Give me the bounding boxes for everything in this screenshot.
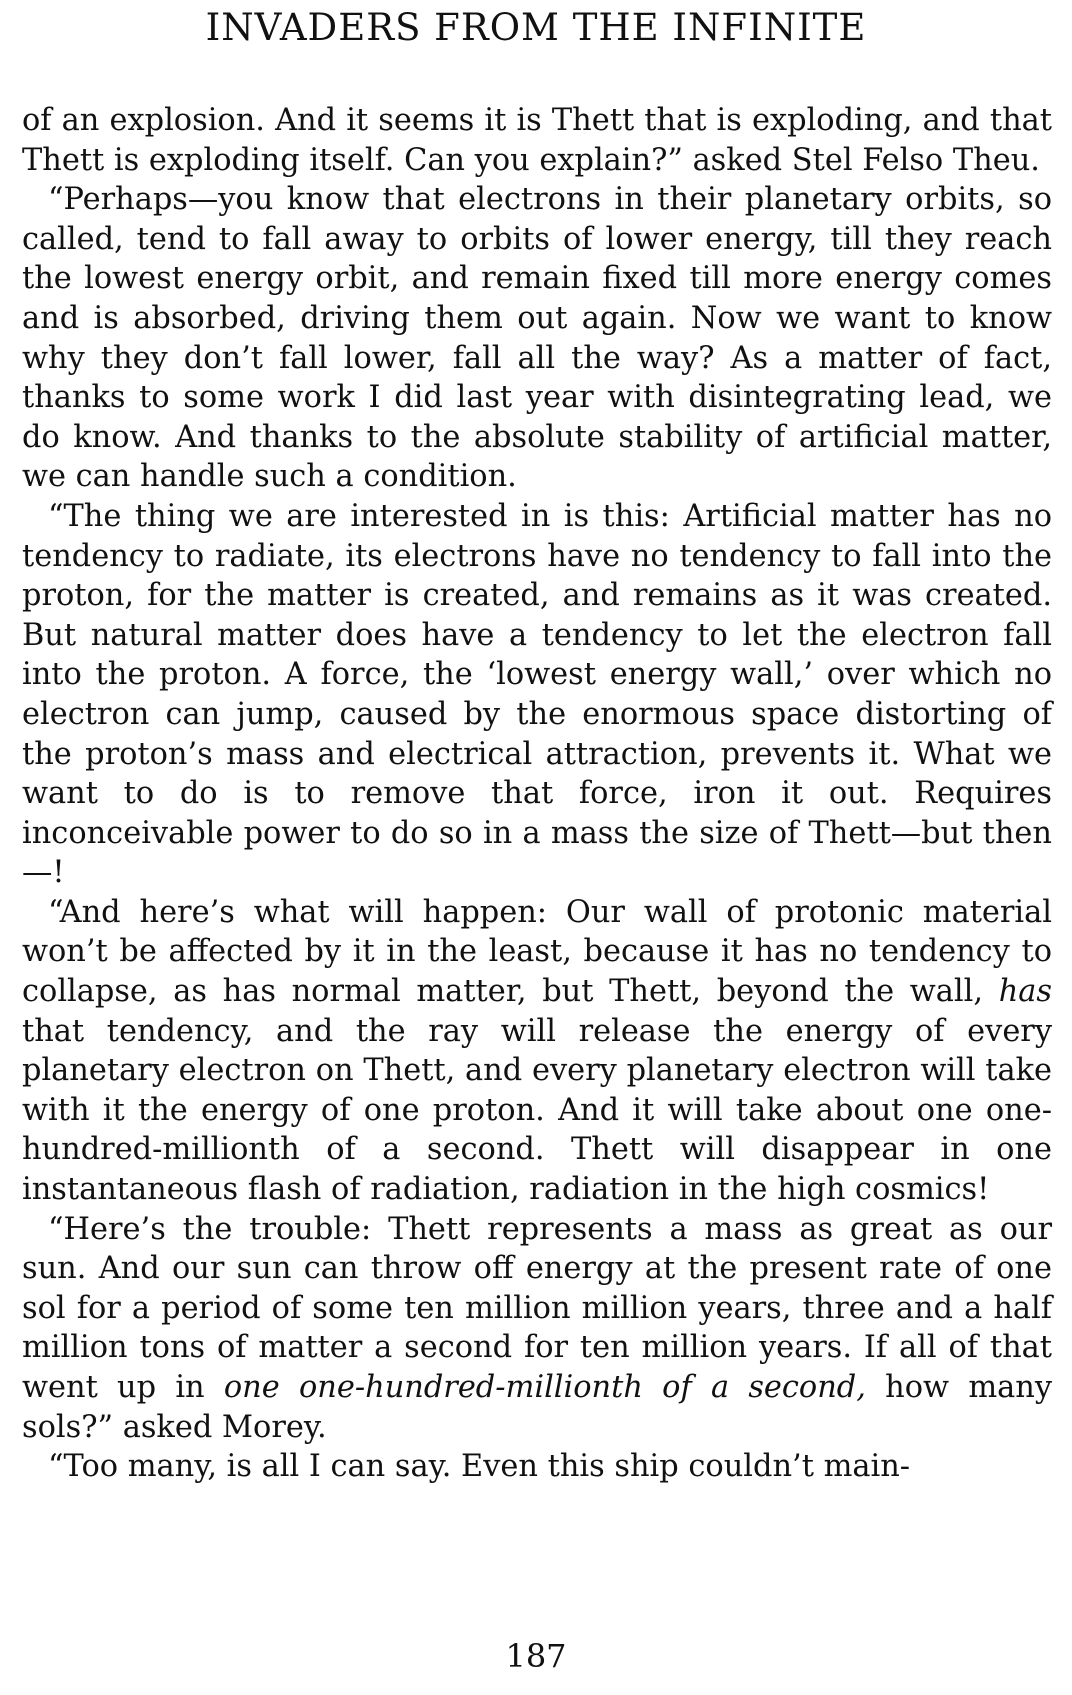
text-segment: “Too many, is all I can say. Even this ship couldn’t main-	[48, 1449, 911, 1485]
italic-segment: one one-hundred-millionth of a second,	[223, 1370, 866, 1405]
paragraph-6	[22, 1447, 1052, 1487]
page-number: 187	[505, 1637, 567, 1675]
text-segment: “Here’s the trouble: Thett represents a mass as great as our sun. And our sun can throw off energy at the present rate of one sol for a period of some ten million million years, three and a half million tons of matter a second for ten million years. If all of that went up in	[22, 1211, 1052, 1405]
paragraph-2	[22, 180, 1052, 497]
paragraph-3	[22, 497, 1052, 893]
paragraph-5	[22, 1210, 1052, 1448]
text-segment: “The thing we are interested in is this: Artificial matter has no tendency to radiate, its electrons have no tendency to fall into the proton, for the matter is created, and remains as it was created. But natural matter does have a tendency to let the electron fall into the proton. A force, the ‘lowest energy wall,’ over which no electron can jump, caused by the enormous space distorting of the proton’s mass and electrical attraction, prevents it. What we want to do is to remove that force, iron it out. Requires inconceivable power to do so in a mass the size of Thett—but then—!	[22, 498, 1052, 891]
text-segment: that tendency, and the ray will release the energy of every planetary electron on Thett, and every planetary electron will take with it the energy of one proton. And it will take about one one-hundred-millionth of a second. Thett will disappear in one instantaneous flash of radiation, radiation in the high cosmics!	[22, 1013, 1052, 1208]
body-text	[22, 101, 1052, 1487]
text-segment: “Perhaps—you know that electrons in their planetary orbits, so called, tend to fall away to orbits of lower energy, till they reach the lowest energy orbit, and remain fixed till more energy comes and is absorbed, driving them out again. Now we want to know why they don’t fall lower, fall all the way? As a matter of fact, thanks to some work I did last year with disintegrating lead, we do know. And thanks to the absolute stability of artificial matter, we can handle such a condition.	[22, 182, 1052, 495]
text-segment: of an explosion. And it seems it is Thett that is exploding, and that Thett is exploding itself. Can you explain?” asked Stel Felso Theu.	[22, 103, 1052, 178]
running-header: INVADERS FROM THE INFINITE	[205, 6, 867, 49]
text-segment: how many sols?” asked Morey.	[22, 1370, 1052, 1445]
text-segment: “And here’s what will happen: Our wall of protonic material won’t be affected by it in the least, because it has no tendency to collapse, as has normal matter, but Thett, beyond the wall,	[22, 894, 1052, 1010]
italic-segment: has	[998, 974, 1052, 1010]
paragraph-1	[22, 101, 1052, 180]
paragraph-4	[22, 893, 1052, 1210]
